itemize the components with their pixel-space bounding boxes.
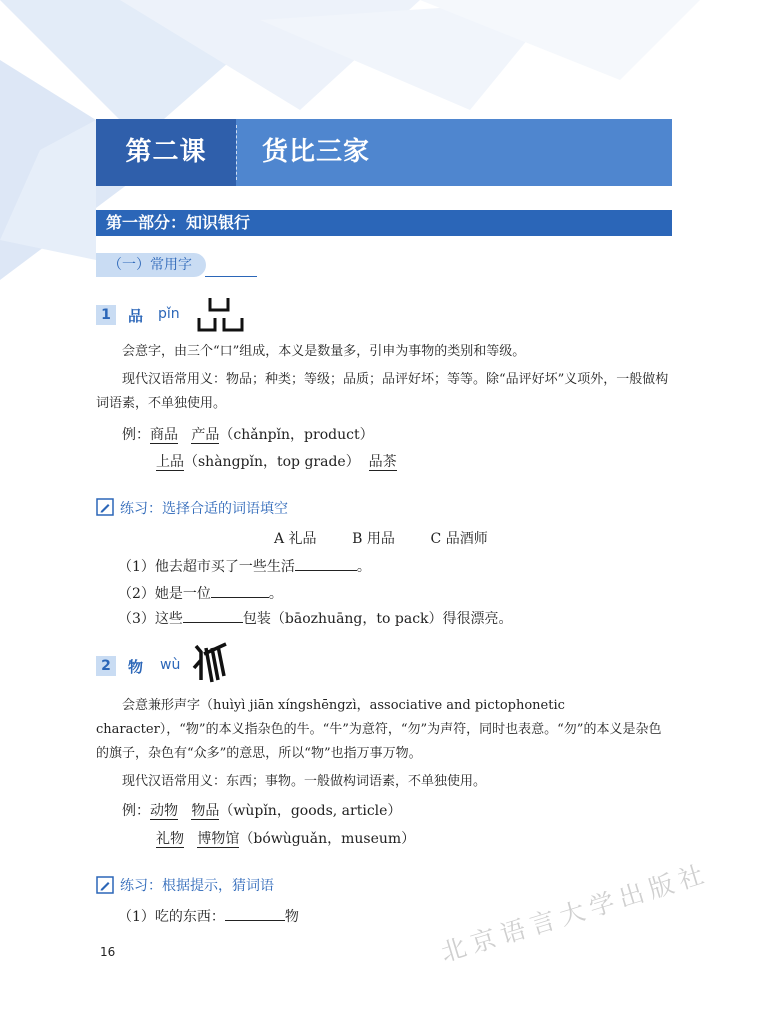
answer-blank[interactable] — [183, 622, 243, 623]
example-note: （shàngpǐn，top grade） — [184, 454, 360, 470]
question-text: （3）这些 — [118, 611, 183, 627]
example-word: 动物 — [150, 803, 178, 819]
answer-blank[interactable] — [295, 570, 357, 571]
question-text: 。 — [268, 586, 283, 602]
item-char-1: 品 — [128, 307, 144, 325]
question-text: （1）吃的东西： — [118, 909, 225, 925]
example-word: 物品 — [191, 803, 220, 819]
question-text: 包装（bāozhuāng，to pack）得很漂亮。 — [242, 611, 513, 627]
page-number: 16 — [100, 945, 116, 959]
example-note: （wùpǐn，goods, article） — [219, 803, 402, 819]
section-tab: （一）常用字 — [96, 253, 206, 277]
item-number-2: 2 — [96, 656, 116, 676]
item2-examples-row-1 — [122, 800, 401, 820]
example-label: 例： — [122, 427, 150, 443]
item-pinyin-2: wù — [160, 657, 181, 673]
item1-examples-row-1 — [122, 424, 374, 444]
exercise1-label: 练习：选择合适的词语填空 — [120, 501, 288, 517]
title-divider — [236, 125, 237, 180]
item-pinyin-1: pǐn — [158, 306, 180, 322]
example-word: 博物馆 — [197, 831, 240, 847]
item2-paragraph-2: 现代汉语常用义：东西；事物。一般做构词语素，不单独使用。 — [122, 774, 487, 789]
ancient-glyph-pin-icon — [196, 294, 248, 334]
exercise1-question-2 — [118, 583, 283, 603]
part-heading: 第一部分：知识银行 — [96, 210, 672, 236]
item1-examples-row-2 — [156, 451, 397, 471]
question-text: 。 — [356, 559, 371, 575]
example-note: （bówùguǎn，museum） — [239, 831, 416, 847]
example-label: 例： — [122, 803, 150, 819]
question-text: （2）她是一位 — [118, 586, 211, 602]
pencil-icon — [96, 876, 114, 894]
exercise2-label: 练习：根据提示，猜词语 — [120, 878, 274, 894]
pencil-icon — [96, 498, 114, 516]
item2-examples-row-2 — [156, 828, 415, 848]
question-text: （1）他去超市买了一些生活 — [118, 559, 295, 575]
lesson-number: 第二课 — [96, 119, 236, 186]
exercise1-options — [274, 528, 488, 548]
item1-paragraph-1: 会意字，由三个“口”组成，本义是数量多，引申为事物的类别和等级。 — [122, 344, 526, 359]
item1-paragraph-2: 现代汉语常用义：物品；种类；等级；品质；品评好坏；等等。除“品评好坏”义项外，一般做构词语素，不单独使用。 — [96, 372, 669, 411]
answer-blank[interactable] — [225, 920, 285, 921]
answer-blank[interactable] — [211, 597, 269, 598]
question-text: 物 — [284, 909, 299, 925]
item2-paragraph-1: 会意兼形声字（huìyì jiān xíngshēngzì，associative and pictophonetic character），“物”的本义指杂色的牛。“牛”为意符，“勿”为声符，同时也表意。“勿”的本义是杂色的旗子，杂色有“众多”的意思，所以“物”也指万事万物。 — [96, 698, 662, 761]
option-b: B 用品 — [352, 531, 395, 547]
example-word: 产品 — [191, 427, 220, 443]
example-word: 品茶 — [368, 454, 397, 470]
example-word: 礼物 — [156, 831, 184, 847]
example-word: 上品 — [156, 454, 184, 470]
option-a: A 礼品 — [274, 531, 317, 547]
lesson-title: 货比三家 — [262, 137, 371, 167]
exercise1-question-3 — [118, 608, 513, 628]
item-number-1: 1 — [96, 305, 116, 325]
exercise1-question-1 — [118, 556, 371, 576]
ancient-glyph-wu-icon — [192, 640, 228, 686]
exercise2-question-1 — [118, 906, 299, 926]
example-word: 商品 — [150, 427, 178, 443]
option-c: C 品酒师 — [430, 531, 488, 547]
publisher-watermark: 北京语言大学出版社 — [437, 858, 713, 968]
section-tab-underline — [205, 276, 257, 277]
example-note: （chǎnpǐn，product） — [219, 427, 374, 443]
item-char-2: 物 — [128, 658, 144, 676]
lesson-title-band — [96, 119, 672, 186]
